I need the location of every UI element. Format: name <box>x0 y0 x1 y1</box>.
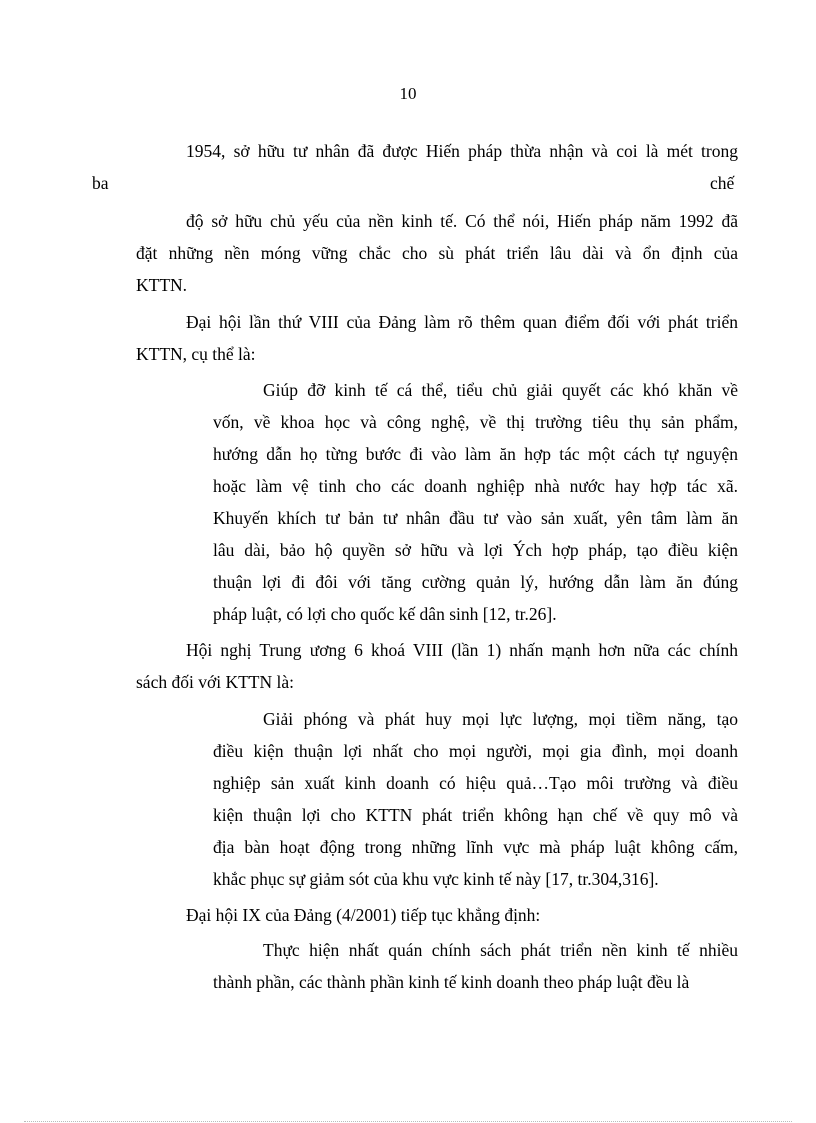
paragraph-line: ba <box>92 173 109 193</box>
page-bottom-divider <box>24 1121 792 1122</box>
quote-line: Giúp đỡ kinh tế cá thể, tiểu chủ giải quyết các khó khăn về <box>263 380 738 400</box>
paragraph-line: sách đối với KTTN là: <box>136 672 294 692</box>
paragraph-line: Hội nghị Trung ương 6 khoá VIII (lần 1) nhấn mạnh hơn nữa các chính <box>186 640 738 660</box>
quote-line: Khuyến khích tư bản tư nhân đầu tư vào sản xuất, yên tâm làm ăn <box>213 508 738 528</box>
quote-line: Giải phóng và phát huy mọi lực lượng, mọi tiềm năng, tạo <box>263 709 738 729</box>
quote-line: hoặc làm vệ tinh cho các doanh nghiệp nhà nước hay hợp tác xã. <box>213 476 738 496</box>
paragraph-line: KTTN, cụ thể là: <box>136 344 256 364</box>
paragraph-line: chế <box>710 173 735 193</box>
quote-line: vốn, về khoa học và công nghệ, về thị trường tiêu thụ sản phẩm, <box>213 412 738 432</box>
quote-line: địa bàn hoạt động trong những lĩnh vực mà pháp luật không cấm, <box>213 837 738 857</box>
paragraph-line: Đại hội lần thứ VIII của Đảng làm rõ thêm quan điểm đối với phát triển <box>186 312 738 332</box>
quote-line: khắc phục sự giảm sót của khu vực kinh tế này [17, tr.304,316]. <box>213 869 659 889</box>
quote-line: nghiệp sản xuất kinh doanh có hiệu quả…Tạo môi trường và điều <box>213 773 738 793</box>
quote-line: thành phần, các thành phần kinh tế kinh doanh theo pháp luật đều là <box>213 972 690 992</box>
quote-line: pháp luật, có lợi cho quốc kế dân sinh [12, tr.26]. <box>213 604 557 624</box>
quote-line: Thực hiện nhất quán chính sách phát triển nền kinh tế nhiều <box>263 940 738 960</box>
quote-line: thuận lợi đi đôi với tăng cường quản lý, hướng dẫn làm ăn đúng <box>213 572 738 592</box>
quote-line: kiện thuận lợi cho KTTN phát triển không hạn chế về quy mô và <box>213 805 738 825</box>
paragraph-line: 1954, sở hữu tư nhân đã được Hiến pháp thừa nhận và coi là mét trong <box>186 141 738 161</box>
paragraph-line: đặt những nền móng vững chắc cho sù phát triển lâu dài và ổn định của <box>136 243 738 263</box>
quote-line: điều kiện thuận lợi nhất cho mọi người, mọi gia đình, mọi doanh <box>213 741 738 761</box>
page-number: 10 <box>399 84 417 103</box>
quote-line: lâu dài, bảo hộ quyền sở hữu và lợi Ých hợp pháp, tạo điều kiện <box>213 540 738 560</box>
paragraph-line: Đại hội IX của Đảng (4/2001) tiếp tục khẳng định: <box>186 905 541 925</box>
paragraph-line: độ sở hữu chủ yếu của nền kinh tế. Có thể nói, Hiến pháp năm 1992 đã <box>186 211 738 231</box>
quote-line: hướng dẫn họ từng bước đi vào làm ăn hợp tác một cách tự nguyện <box>213 444 738 464</box>
paragraph-line: KTTN. <box>136 275 188 295</box>
